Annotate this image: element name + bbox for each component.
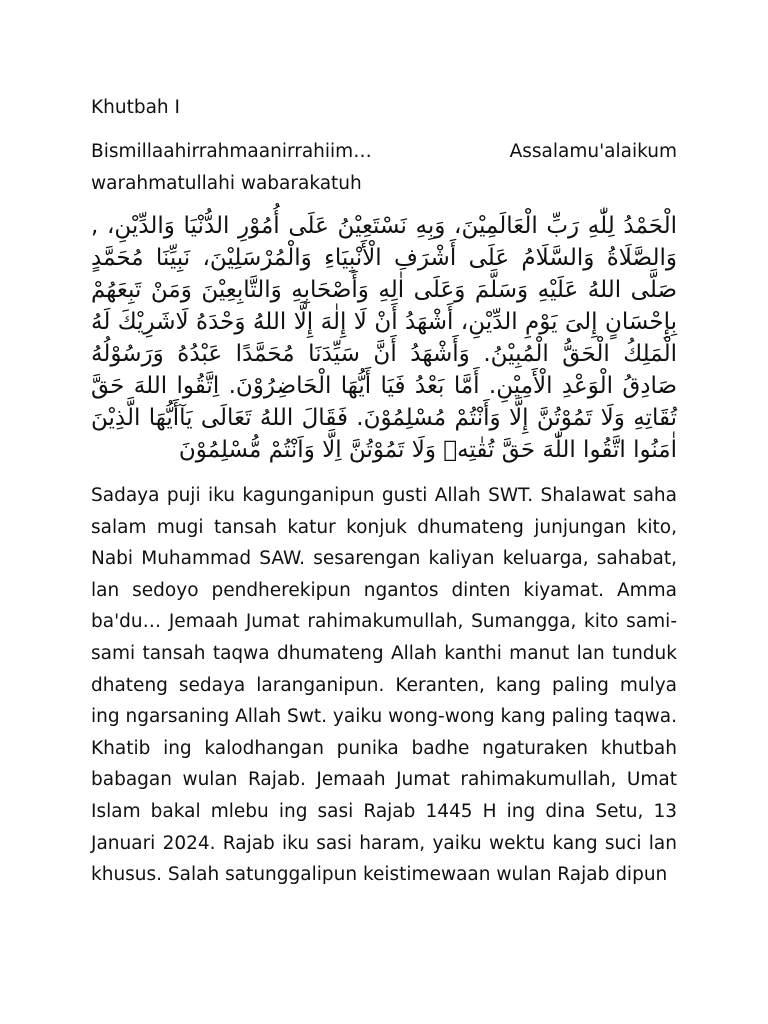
arabic-opening-text: الْحَمْدُ لِلّٰهِ رَبِّ الْعَالَمِيْنَ، وَبِهِ نَسْتَعِيْنُ عَلَى أُمُوْرِ الدُّنْيَا وَالدِّيْنِ، , وَالصَّلَاةُ وَالسَّلَامُ عَلَى أَشْرَفِ الْأَنْبِيَاءِ وَالْمُرْسَلِيْنَ، نَبِيِّنَا مُحَمَّدٍ صَلَّى اللهُ عَلَيْهِ وَسَلَّمَ وَعَلَى اٰلِهِ وَأَصْحَابِهِ وَالتَّابِعِيْنَ وَمَنْ تَبِعَهُمْ بِإِحْسَانٍ إِلىَ يَوْمِ الدِّيْنِ، أَشْهَدُ أَنْ لَا إِلٰهَ إِلَّا اللهُ وَحْدَهُ لَاشَرِيْكَ لَهُ الْمَلِكُ الْحَقُّ الْمُبِيْنُ. وَأَشْهَدُ أَنَّ سَيِّدَنَا مُحَمَّدًا عَبْدُهُ وَرَسُوْلُهُ صَادِقُ الْوَعْدِ الْأَمِيْنِ. أَمَّا بَعْدُ فَيَا أَيُّهَا الْحَاضِرُوْنَ. اِتَّقُوا اللهَ حَقَّ تُقَاتِهِ وَلَا تَمُوْتُنَّ إِلَّا وَأَنْتُمْ مُسْلِمُوْنَ. فَقَالَ اللهُ تَعَالَى يَآأَيُّهَا الَّذِيْنَ اٰمَنُوا اتَّقُوا اللّٰهَ حَقَّ تُقٰتِهٖ وَلَا تَمُوْتُنَّ اِلَّا وَاَنْتُمْ مُّسْلِمُوْنَ <box>91 213 677 463</box>
opening-greeting: Bismillaahirrahmaanirrahiim… Assalamu'alaikum warahmatullahi wabarakatuh <box>91 141 677 194</box>
sermon-body-paragraph: Sadaya puji iku kagunganipun gusti Allah SWT. Shalawat saha salam mugi tansah katur konjuk dhumateng junjungan kito, Nabi Muhammad SAW. sesarengan kaliyan keluarga, sahabat, lan sedoyo pendherekipun ngantos dinten kiyamat. Amma ba'du… Jemaah Jumat rahimakumullah, Sumangga, kito sami-sami tansah taqwa dhumateng Allah kanthi manut lan tunduk dhateng sedaya laranganipun. Keranten, kang paling mulya ing ngarsaning Allah Swt. yaiku wong-wong kang paling taqwa. Khatib ing kalodhangan punika badhe ngaturaken khutbah babagan wulan Rajab. Jemaah Jumat rahimakumullah, Umat Islam bakal mlebu ing sasi Rajab 1445 H ing dina Setu, 13 Januari 2024. Rajab iku sasi haram, yaiku wektu kang suci lan khusus. Salah satunggalipun keistimewaan wulan Rajab dipun <box>91 485 677 886</box>
document-page <box>91 92 677 891</box>
document-title: Khutbah I <box>91 97 180 118</box>
